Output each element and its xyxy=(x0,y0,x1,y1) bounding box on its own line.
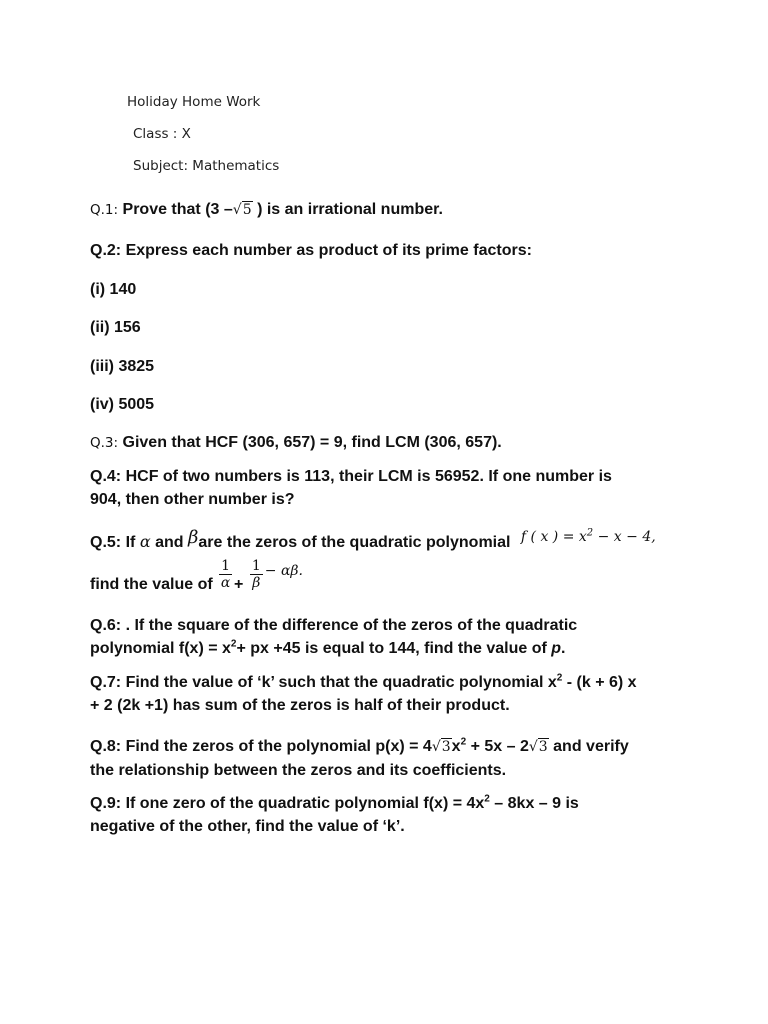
q1-sqrt: √5 xyxy=(232,202,252,218)
q5-if: If xyxy=(125,534,136,551)
q5-find: find the value of xyxy=(90,576,213,593)
q7-line2: + 2 (2k +1) has sum of the zeros is half of their product. xyxy=(90,697,510,714)
question-6 xyxy=(90,614,577,660)
question-7 xyxy=(90,671,637,717)
q4-label: Q.4: xyxy=(90,468,122,485)
q4-line1: HCF of two numbers is 113, their LCM is 56952. If one number is xyxy=(125,468,612,485)
q9-line2: negative of the other, find the value of ‘k’. xyxy=(90,818,405,835)
question-5-line2 xyxy=(90,560,303,610)
q8-line1: Find the zeros of the polynomial $p(x) = 4√3x^2 + 5x - 2√3$ and verify xyxy=(126,738,629,755)
header-class: Class : X xyxy=(133,126,191,142)
q1-label: Q.1: xyxy=(90,202,119,218)
q9-line1: If one zero of the quadratic polynomial $f(x) = 4x^2 - 8kx - 9$ is xyxy=(125,793,579,812)
q1-post: ) is an irrational number. xyxy=(257,201,443,218)
q2-item-4: (iv) 5005 xyxy=(90,396,155,413)
header-title: Holiday Home Work xyxy=(127,94,261,110)
q8-sqrt-2: √3 xyxy=(528,739,548,755)
q3-text: Given that HCF (306, 657) = 9, find LCM (306, 657). xyxy=(122,434,502,451)
header-subject: Subject: Mathematics xyxy=(133,158,280,174)
q5-plus: + xyxy=(234,576,244,593)
q2-item-1: (i) 140 xyxy=(90,281,137,298)
question-5 xyxy=(90,527,656,555)
q7-label: Q.7: xyxy=(90,674,122,691)
q6-line2: polynomial $f(x) = x^2+$ px +45 is equal to 144, find the value of p. xyxy=(90,638,566,657)
q2-label: Q.2: xyxy=(90,242,122,259)
q7-line1: Find the value of ‘k’ such that the quadratic polynomial $x^2 - (k + 6)$ x xyxy=(125,672,637,691)
q2-text: Express each number as product of its prime factors: xyxy=(125,242,532,259)
question-3 xyxy=(90,431,502,455)
q3-label: Q.3: xyxy=(90,435,119,451)
question-9 xyxy=(90,792,579,838)
question-8 xyxy=(90,735,629,782)
q2-item-2: (ii) 156 xyxy=(90,319,141,336)
q5-fx: f ( x ) = $x^2 - x - 4$, xyxy=(520,527,656,545)
q8-sqrt-1: √3 xyxy=(431,739,451,755)
q5-frac-beta: $\frac{1}{\beta}$ xyxy=(251,558,261,592)
q5-frac-alpha: $\frac{1}{\alpha}$ xyxy=(220,558,231,592)
question-4 xyxy=(90,465,612,511)
q5-and: and xyxy=(155,534,184,551)
q5-mid: are the zeros of the quadratic polynomial xyxy=(198,534,511,551)
question-1 xyxy=(90,198,443,222)
q1-pre: Prove that (3 – xyxy=(122,201,233,218)
q4-line2: 904, then other number is? xyxy=(90,491,295,508)
q5-beta: β xyxy=(187,527,199,548)
q6-label: Q.6: xyxy=(90,617,122,634)
q8-line2: the relationship between the zeros and its coefficients. xyxy=(90,762,507,779)
q8-label: Q.8: xyxy=(90,738,122,755)
question-2 xyxy=(90,239,532,262)
q5-label: Q.5: xyxy=(90,534,122,551)
q5-alpha: α xyxy=(139,532,151,551)
q6-line1: . If the square of the difference of the zeros of the quadratic xyxy=(125,617,578,634)
q5-tail: − αβ. xyxy=(264,563,303,579)
q2-item-3: (iii) 3825 xyxy=(90,358,155,375)
q9-label: Q.9: xyxy=(90,795,122,812)
